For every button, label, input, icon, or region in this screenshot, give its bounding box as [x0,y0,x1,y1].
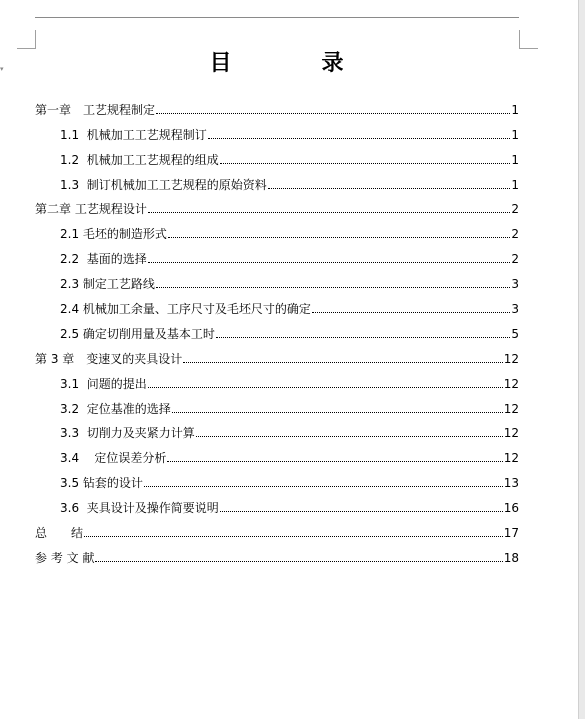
toc-entry-label: 3.6 夹具设计及操作简要说明 [60,501,219,516]
toc-dot-leader [216,337,510,338]
toc-entry[interactable] [35,515,519,540]
toc-entry[interactable] [35,416,519,441]
toc-dot-leader [95,561,502,562]
toc-page-number: 5 [511,326,519,341]
toc-entry-label: 1.3 制订机械加工工艺规程的原始资料 [60,177,267,192]
toc-entry-label: 2.3 制定工艺路线 [60,277,155,292]
toc-dot-leader [172,412,503,413]
toc-page-number: 17 [503,526,519,541]
toc-dot-leader [148,387,503,388]
table-of-contents [35,92,519,565]
toc-page-number: 2 [511,227,519,242]
toc-entry-label: 第二章 工艺规程设计 [35,202,147,217]
toc-entry[interactable] [35,291,519,316]
toc-entry[interactable] [35,216,519,241]
toc-dot-leader [167,461,502,462]
toc-dot-leader [183,362,502,363]
toc-entry-label: 1.2 机械加工工艺规程的组成 [60,152,219,167]
toc-entry-label: 3.1 问题的提出 [60,376,147,391]
toc-entry[interactable] [35,117,519,142]
page-title: 目 录 [209,51,378,76]
toc-entry-label: 3.4 定位误差分析 [60,451,167,466]
toc-entry[interactable] [35,241,519,266]
toc-dot-leader [144,486,503,487]
toc-dot-leader [208,138,510,139]
toc-page-number: 3 [511,277,519,292]
toc-entry[interactable] [35,366,519,391]
toc-dot-leader [148,262,510,263]
toc-entry[interactable] [35,540,519,565]
toc-page-number: 1 [511,102,519,117]
toc-entry-label: 2.1 毛坯的制造形式 [60,227,167,242]
toc-page-number: 12 [503,376,519,391]
toc-page-number: 3 [511,302,519,317]
toc-page-number: 12 [503,426,519,441]
header-rule [35,17,519,18]
toc-entry[interactable] [35,167,519,192]
toc-dot-leader [148,212,510,213]
toc-entry-label: 第一章 工艺规程制定 [35,102,156,117]
toc-dot-leader [220,511,503,512]
toc-page-number: 18 [503,550,519,565]
toc-entry-label: 1.1 机械加工工艺规程制订 [60,127,207,142]
window-edge [578,0,585,719]
toc-page-number: 2 [511,252,519,267]
toc-page-number: 1 [511,177,519,192]
toc-page-number: 1 [511,127,519,142]
crop-mark-left [17,30,36,49]
toc-entry-label: 参 考 文 献 [35,550,95,565]
toc-dot-leader [156,287,510,288]
toc-page-number: 16 [503,501,519,516]
toc-entry-label: 3.3 切削力及夹紧力计算 [60,426,195,441]
toc-dot-leader [220,163,510,164]
toc-dot-leader [268,188,510,189]
toc-entry[interactable] [35,266,519,291]
toc-page-number: 2 [511,202,519,217]
toc-page-number: 12 [503,451,519,466]
crop-mark-right [519,30,538,49]
toc-entry-label: 第 3 章 变速叉的夹具设计 [35,351,183,366]
toc-page-number: 13 [503,476,519,491]
toc-page-number: 12 [503,401,519,416]
toc-entry[interactable] [35,142,519,167]
toc-page-number: 1 [511,152,519,167]
toc-dot-leader [196,436,503,437]
toc-entry[interactable] [35,465,519,490]
toc-entry-label: 2.5 确定切削用量及基本工时 [60,326,215,341]
toc-dot-leader [84,536,503,537]
toc-entry[interactable] [35,341,519,366]
collapse-arrow-icon[interactable]: ▾ [0,65,4,73]
toc-entry[interactable] [35,92,519,117]
toc-dot-leader [156,113,510,114]
toc-dot-leader [312,312,510,313]
toc-entry-label: 2.4 机械加工余量、工序尺寸及毛坯尺寸的确定 [60,302,311,317]
toc-page-number: 12 [503,351,519,366]
toc-entry-label: 3.2 定位基准的选择 [60,401,171,416]
toc-entry-label: 总 结 [35,526,84,541]
toc-entry[interactable] [35,316,519,341]
toc-entry-label: 3.5 钻套的设计 [60,476,143,491]
toc-entry-label: 2.2 基面的选择 [60,252,147,267]
toc-dot-leader [168,237,510,238]
toc-entry[interactable] [35,391,519,416]
toc-entry[interactable] [35,192,519,217]
toc-entry[interactable] [35,490,519,515]
toc-entry[interactable] [35,440,519,465]
